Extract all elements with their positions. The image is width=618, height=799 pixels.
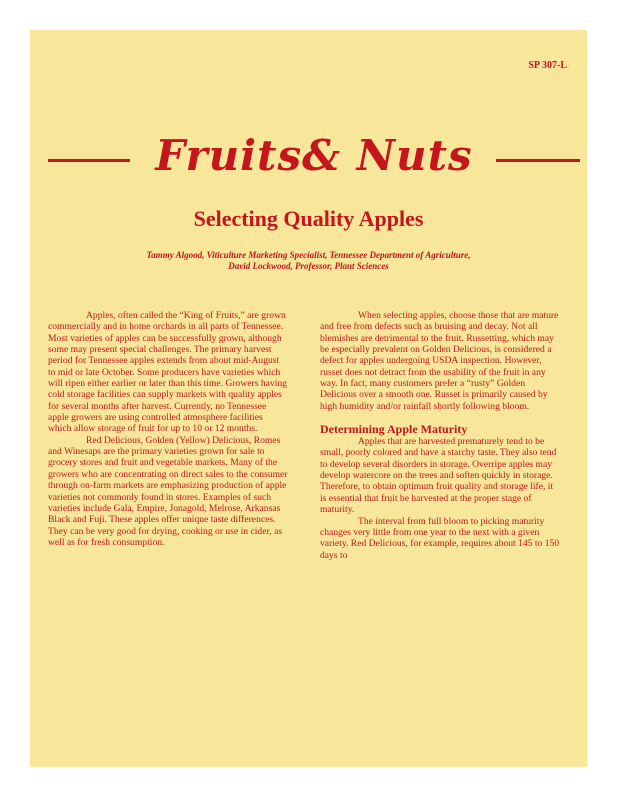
masthead [48,128,569,190]
masthead-rule-right [496,159,580,162]
document-page [30,30,587,767]
paragraph: Red Delicious, Golden (Yellow) Delicious, Romes and Winesaps are the primary varieties grown for sale to grocery stores and fruit and vegetable markets. Many of the growers who are concentrating on direct sales to the consumer through on-farm markets are emphasizing production of apple varieties not commonly found in stores. Examples of such varieties include Gala, Empire, Jonagold, Melrose, Arkansas Black and Fuji. These apples offer unique taste differences. They can be very good for drying, cooking or use in cider, as well as for fresh consumption. [48,434,288,548]
masthead-rule-left [48,159,130,162]
right-column [320,310,560,561]
paragraph: Apples that are harvested prematurely tend to be small, poorly colored and have a starchy taste. They also tend to develop several disorders in storage. Overripe apples may develop watercore on the trees and soften quickly in storage. Therefore, to obtain optimum fruit quality and storage life, it is essential that fruit be harvested at the proper stage of maturity. [320,436,557,516]
paragraph: When selecting apples, choose those that are mature and free from defects such as bruising and decay. Not all blemishes are detrimental to the fruit. Russetting, which may be especially prevalent on Golden Delicious, is considered a defect for apples undergoing USDA inspection. However, russet does not detract from the usability of the fruit in any way. In fact, many customers prefer a “rusty” Golden Delicious over a smooth one. Russet is primarily caused by high humidity and/or rainfall shortly following bloom. [320,310,559,412]
left-column [48,310,288,548]
section-heading: Determining Apple Maturity [320,422,468,437]
authors-line-2: David Lockwood, Professor, Plant Sciences [228,261,389,271]
paragraph: Apples, often called the “King of Fruits,” are grown commercially and in home orchards in all parts of Tennessee. Most varieties of apples can be successfully grown, although some may present special challenges. The primary harvest period for Tennessee apples extends from about mid-August to mid or late October. Some producers have varieties which will ripen either earlier or later than this time. Growers having cold storage facilities can supply markets with quality apples for several months after harvest. Currently, no Tennessee apple growers are using controlled atmosphere facilities which allow storage of fruit for up to 10 or 12 months. [48,310,287,435]
paragraph: The interval from full bloom to picking maturity changes very little from one year to the next with a given variety. Red Delicious, for example, requires about 145 to 150 days to [320,515,560,561]
authors [30,250,587,272]
document-title: Selecting Quality Apples [193,206,424,231]
publication-code: SP 307-L [528,60,567,71]
authors-line-1: Tammy Algood, Viticulture Marketing Specialist, Tennessee Department of Agriculture, [146,250,471,260]
masthead-title: Fruits& Nuts [155,131,473,180]
